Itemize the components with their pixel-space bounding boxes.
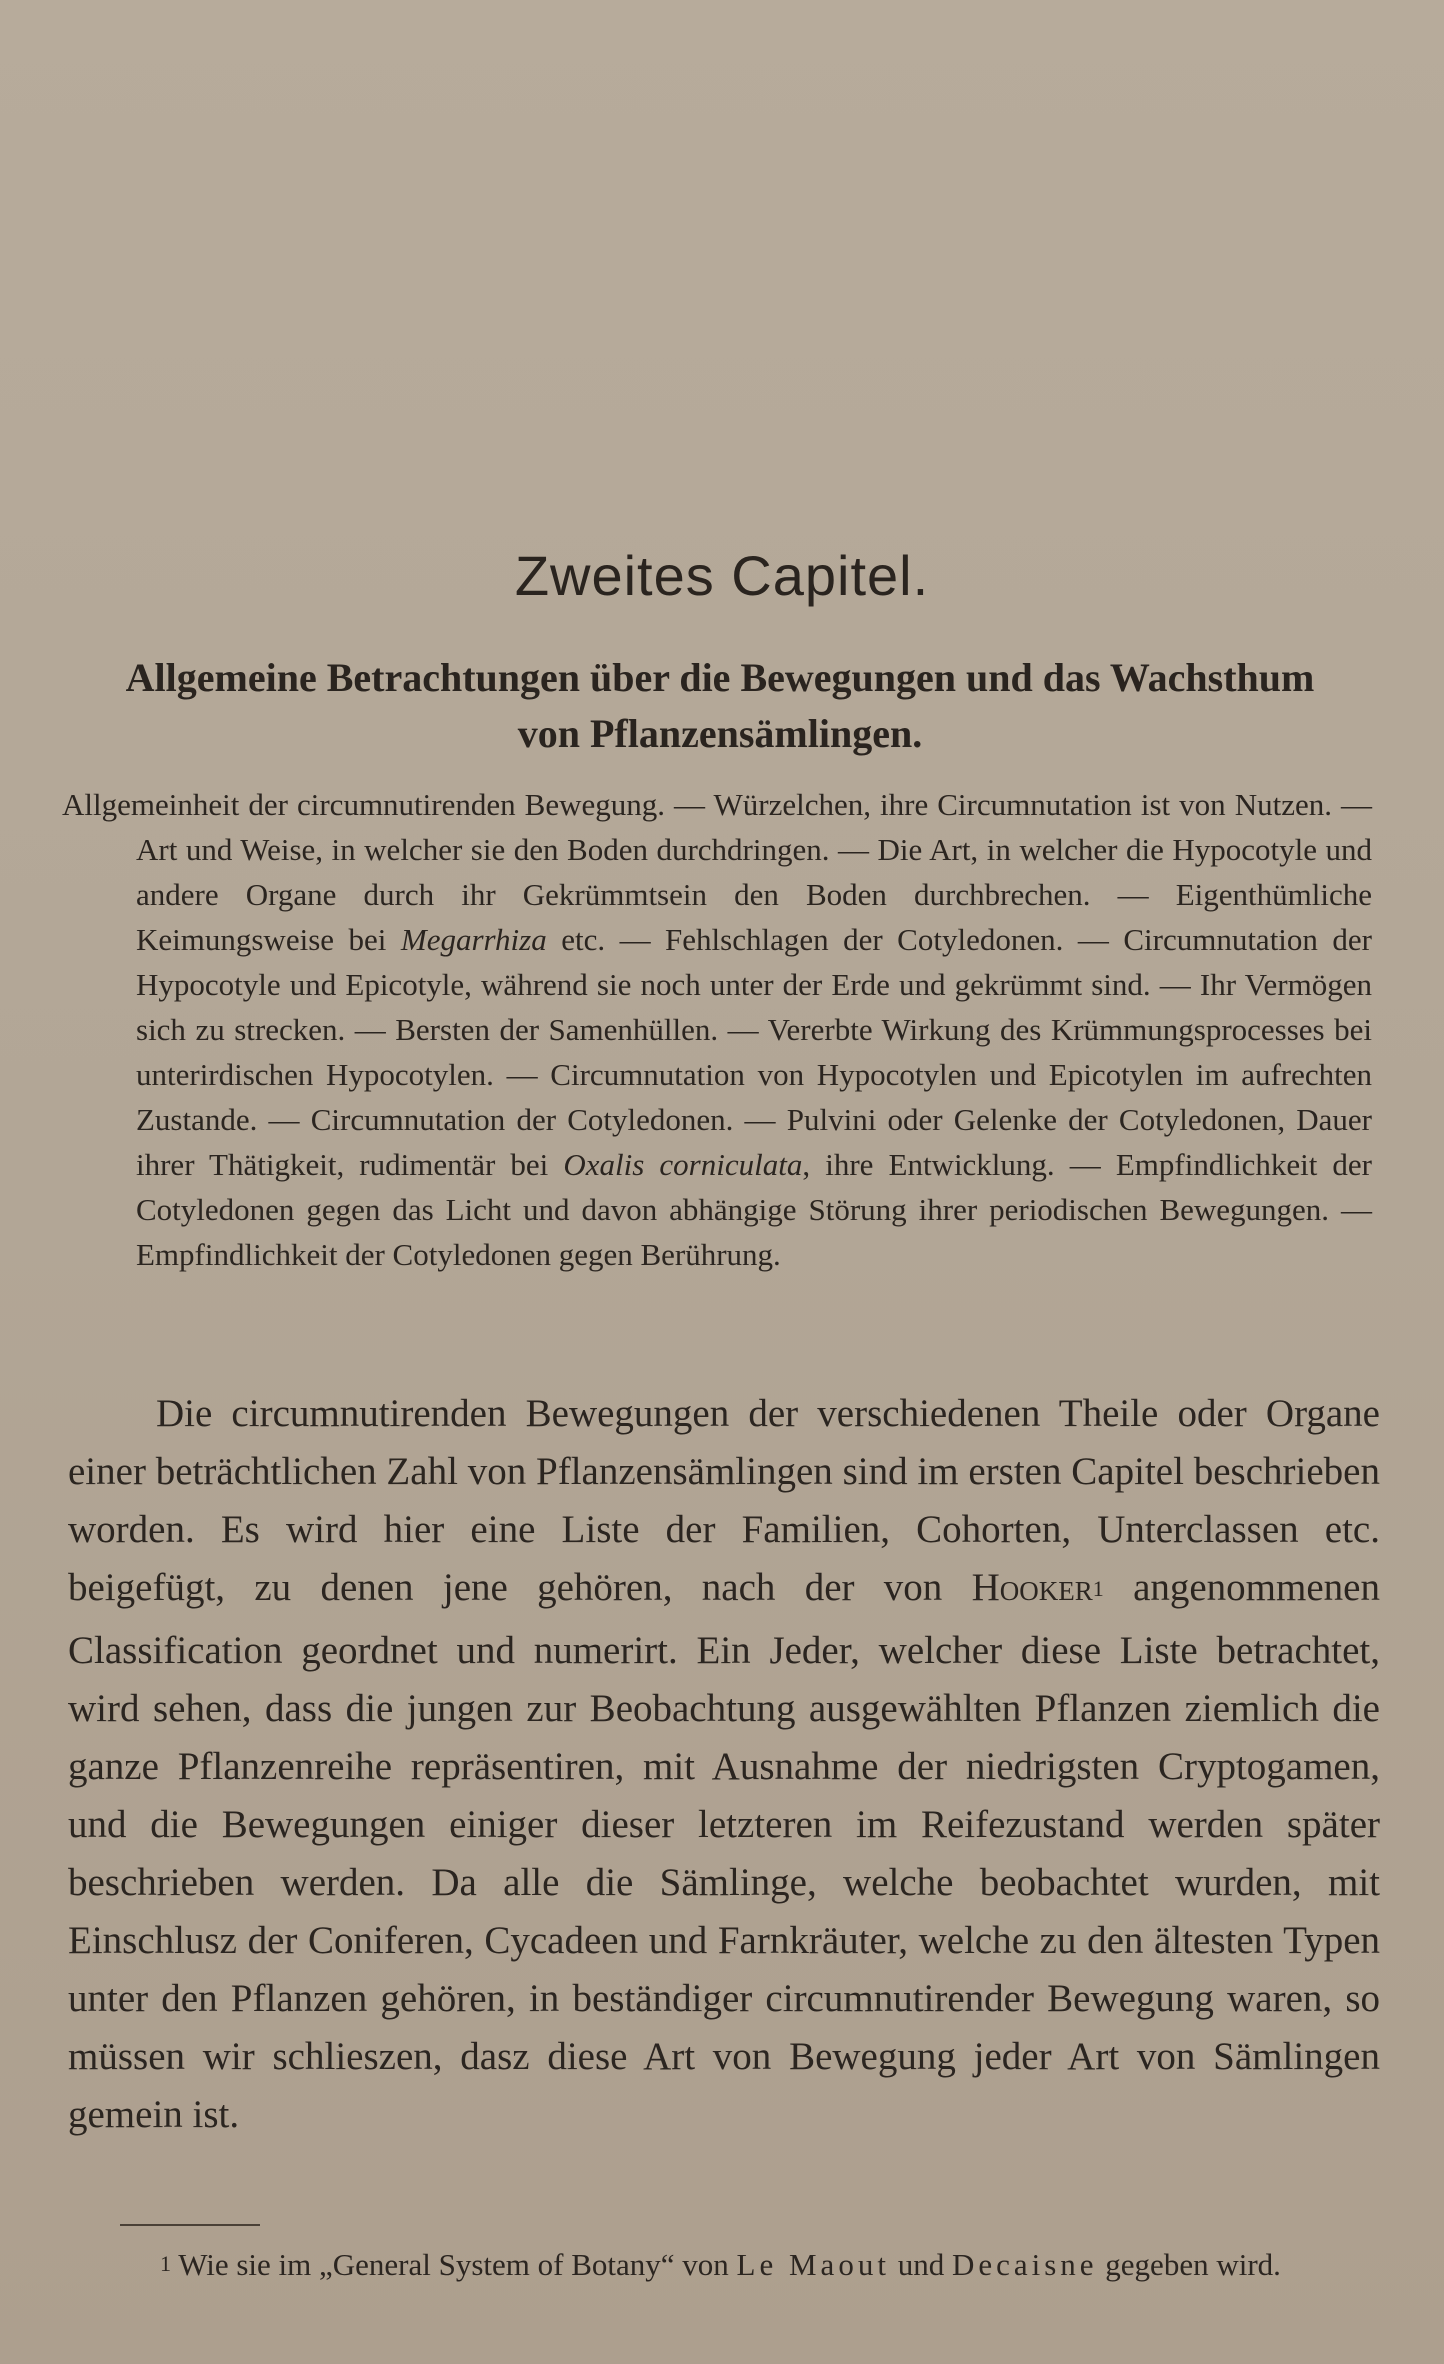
- footnote-author-1: Le Maout: [736, 2247, 890, 2282]
- footnote-reference[interactable]: 1: [1092, 1576, 1104, 1601]
- summary-text-1: Allgemeinheit der circumnutirenden Bewegung. — Würzelchen, ihre Circumnutation ist von Nutzen. — Art und Weise, in welcher sie den Boden durchdringen. — Die Art, in welcher die Hypocotyle und andere Organe durch ihr Gekrümmtsein den Boden durchbrechen. — Eigenthümliche Keimungsweise bei: [62, 787, 1372, 957]
- body-text-1: Die circumnutirenden Bewegungen der verschiedenen Theile oder Organe einer beträchtlichen Zahl von Pflanzensämlingen sind im ersten Capitel beschrieben worden. Es wird hier eine Liste der Familien, Cohorten, Unterclassen etc. beigefügt, zu denen jene gehören, nach der von: [68, 1392, 1380, 1609]
- footnote-paragraph: [70, 2240, 1380, 2293]
- footnote-author-2: Decaisne: [951, 2247, 1098, 2282]
- body-text-2: angenommenen Classification geordnet und numerirt. Ein Jeder, welcher diese Liste betrachtet, wird sehen, dass die jungen zur Beobachtung ausgewählten Pflanzen ziemlich die ganze Pflanzenreihe repräsentiren, mit Ausnahme der niedrigsten Cryptogamen, und die Bewegungen einiger dieser letzteren im Reifezustand werden später beschrieben werden. Da alle die Sämlinge, welche beobachtet wurden, mit Einschlusz der Coniferen, Cycadeen und Farnkräuter, welche zu den ältesten Typen unter den Pflanzen gehören, in beständiger circumnutirender Bewegung waren, so müssen wir schlieszen, dasz diese Art von Bewegung jeder Art von Sämlingen gemein ist.: [68, 1566, 1380, 2136]
- body-text: [68, 1385, 1380, 2144]
- chapter-summary: [62, 782, 1372, 1277]
- summary-italic-oxalis: Oxalis corniculata: [563, 1147, 803, 1182]
- footnote-mark: 1: [160, 2251, 171, 2276]
- body-paragraph: [68, 1385, 1380, 2144]
- chapter-subtitle: Allgemeine Betrachtungen über die Bewegungen und das Wachsthum von Pflanzensämlingen.: [125, 655, 1315, 756]
- summary-text-3: , ihre Entwicklung. — Empfindlichkeit der Cotyledonen gegen das Licht und davon abhängige Störung ihrer periodischen Bewegungen. — Empfindlichkeit der Cotyledonen gegen Berührung.: [136, 1147, 1373, 1272]
- chapter-title: Zweites Capitel.: [514, 544, 930, 607]
- footnote-divider: [120, 2224, 260, 2226]
- summary-paragraph: [62, 782, 1373, 1277]
- footnote-text-1: Wie sie im „General System of Botany“ von: [178, 2247, 737, 2282]
- footnote-and: und: [889, 2247, 952, 2282]
- footnote-text-2: gegeben wird.: [1097, 2247, 1281, 2282]
- summary-italic-megarrhiza: Megarrhiza: [400, 922, 547, 957]
- footnote: [70, 2240, 1380, 2293]
- summary-text-2: etc. — Fehlschlagen der Cotyledonen. — Circumnutation der Hypocotyle und Epicotyle, während sie noch unter der Erde und gekrümmt sind. — Ihr Vermögen sich zu strecken. — Bersten der Samenhüllen. — Vererbte Wirkung des Krümmungsprocesses bei unterirdischen Hypocotylen. — Circumnutation von Hypocotylen und Epicotylen im aufrechten Zustande. — Circumnutation der Cotyledonen. — Pulvini oder Gelenke der Cotyledonen, Dauer ihrer Thätigkeit, rudimentär bei: [136, 922, 1372, 1182]
- author-hooker: Hooker: [971, 1566, 1093, 1609]
